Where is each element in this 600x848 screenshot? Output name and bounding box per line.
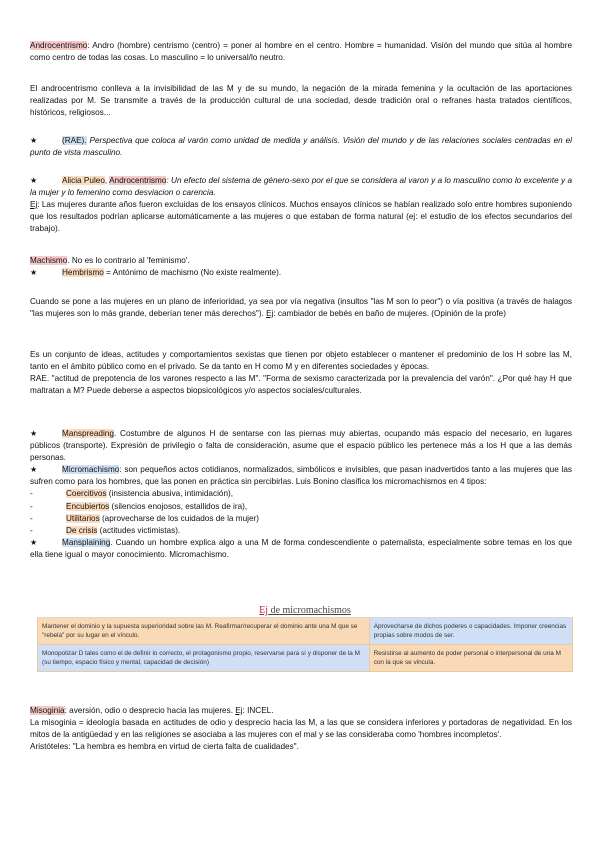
- term-misoginia: Misoginia: [30, 706, 65, 715]
- machismo-text: . No es lo contrario al 'feminismo'.: [67, 256, 190, 265]
- mansplaining-text: . Cuando un hombre explica algo a una M de forma condescendiente o paternalista, especialmente sobre temas en los que ella tiene igual o mayor conocimiento. Micromachismo.: [30, 537, 572, 559]
- type-item: [30, 513, 572, 525]
- type-item: [30, 488, 572, 500]
- definition-text: : Andro (hombre) centrismo (centro) = poner al hombre en el centro. Hombre = humanidad. Visión del mundo que sitúa al hombre como centro de todas las cosas. Lo masculino = lo universal/lo neutro.: [30, 41, 572, 63]
- machismo-definition-text: Es un conjunto de ideas, actitudes y comportamientos sexistas que tienen por objeto establecer o mantener el predominio de los H sobre las M, tanto en el ámbito público como en el privado. Se da tanto en H como M y en diferentes sociedades y épocas.: [30, 350, 572, 372]
- example-text: : INCEL.: [242, 706, 274, 715]
- examples-title-rest: de micromachismos: [268, 605, 351, 616]
- example-cell: Aprovecharse de dichos poderes o capacidades. Imponer creencias propias sobre modos de ser.: [369, 618, 572, 645]
- machismo-section: [30, 255, 572, 279]
- star-bullet-icon: ★: [30, 465, 38, 475]
- type-name: Coercitivos: [66, 489, 107, 499]
- example-label: Ej: [266, 309, 274, 319]
- puleo-text: : Un efecto del sistema de género-sexo por el que se considera al varon y a lo masculino como lo excelente y a la mujer y lo femenino como desviacion o carencia.: [30, 176, 572, 198]
- inferiority-text: Cuando se pone a las mujeres en un plano de inferioridad, ya sea por vía negativa (insultos "las M son lo peor") o vía positiva (a través de halagos "las mujeres son lo más grande, deberían tener más derechos").: [30, 297, 572, 319]
- type-name: De crisis: [66, 525, 98, 535]
- aristoteles-quote: Aristóteles: "La hembra es hembra en virtud de cierta falta de cualidades".: [30, 742, 299, 752]
- examples-title-ej: Ej: [259, 605, 269, 616]
- dash-bullet: -: [30, 513, 33, 523]
- example-text: : cambiador de bebés en baño de mujeres. (Opinión de la profe): [273, 309, 506, 319]
- example-text: : Las mujeres durante años fueron excluidas de los ensayos clínicos. Muchos ensayos clínicos se habían realizado solo entre hombres suponiendo que los resultados podrían aplicarse automáticamente a las mujeres o que estaban de forma natural (ej: el estudio de los efectos secundarios del trabajo).: [30, 200, 572, 234]
- type-desc: (actitudes victimistas).: [97, 525, 181, 535]
- type-item: [30, 501, 572, 513]
- star-bullet-icon: ★: [30, 429, 38, 438]
- star-bullet-icon: ★: [30, 268, 38, 278]
- term-manspreading: Manspreading: [62, 429, 114, 438]
- misoginia-section: [30, 705, 572, 753]
- dash-bullet: -: [30, 501, 33, 511]
- author-puleo: Alicia Puleo: [62, 176, 105, 185]
- type-name: Encubiertos: [66, 501, 110, 511]
- type-item: [30, 525, 572, 537]
- dash-bullet: -: [30, 525, 33, 535]
- micromachismos-section: [30, 428, 572, 561]
- example-label: Ej: [235, 706, 243, 715]
- term-hembrismo: Hembrismo: [62, 268, 104, 278]
- misoginia-text: : aversión, odio o desprecio hacia las mujeres.: [64, 706, 236, 715]
- term-mansplaining: Mansplaining: [62, 537, 111, 547]
- examples-title: [38, 604, 573, 618]
- type-desc: (insistencia abusiva, intimidación),: [106, 489, 234, 499]
- separator: ,: [104, 176, 110, 185]
- machismo-definition: [30, 349, 572, 397]
- rae-definition: [30, 135, 572, 159]
- term-androcentrismo: Androcentrismo: [30, 41, 88, 50]
- inferiority-paragraph: [30, 296, 572, 320]
- androcentrismo-consequences: El androcentrismo conlleva a la invisibilidad de las M y de su mundo, la negación de la mirada femenina y la ocultación de las aportaciones realizadas por M. Se transmite a través de la producción cultural de una sociedad, desde tradición oral o refranes hasta tratados científicos, históricos, religiosos...: [30, 84, 572, 118]
- misoginia-ideology-text: La misoginia = ideología basada en actitudes de odio y desprecio hacia las M, a las que se considera inferiores y portadoras de negatividad. En los mitos de la antigüedad y en las religiones se asociaba a las mujeres con el mal y se las consideraba como 'hombres incompletos'.: [30, 718, 572, 740]
- manspreading-text: . Costumbre de algunos H de sentarse con las piernas muy abiertas, ocupando más espacio del necesario, en lugares públicos (transporte). Expresión de privilegio o falta de consideración, asume que el espacio público les pertenece más a los H que a las demás personas.: [30, 429, 572, 463]
- term-machismo: Machismo: [30, 256, 68, 265]
- androcentrismo-definition: [30, 40, 572, 64]
- source-rae: (RAE).: [62, 136, 87, 145]
- dash-bullet: -: [30, 489, 33, 499]
- puleo-definition: [30, 175, 572, 235]
- type-desc: (silencios enojosos, estallidos de ira),: [109, 501, 248, 511]
- rae-text: Perspectiva que coloca al varón como unidad de medida y análisis. Visión del mundo y de las relaciones sociales centradas en el punto de vista masculino.: [30, 136, 572, 158]
- example-cell: Resistirse al aumento de poder personal o interpersonal de una M con la que se vincula.: [369, 645, 572, 672]
- type-name: Utilitarios: [66, 513, 100, 523]
- type-desc: (aprovecharse de los cuidados de la mujer): [99, 513, 259, 523]
- hembrismo-text: = Antónimo de machismo (No existe realmente).: [103, 268, 282, 278]
- example-cell: Mantener el dominio y la supuesta superioridad sobre las M. Reafirmar/recuperar el dominio ante una M que se "rebela" por su lugar en el vínculo.: [38, 618, 370, 645]
- example-label: Ej: [30, 200, 38, 210]
- micromachismo-text: : son pequeños actos cotidianos, normalizados, simbólicos e invisibles, que pasan inadvertidos tanto a las mujeres que las sufren como para los hombres, que las ponen en práctica sin percibirlas. Luis Bonino clasifica los micromachismos en 4 tipos:: [30, 465, 572, 487]
- term-micromachismo: Micromachismo: [62, 465, 120, 475]
- star-bullet-icon: ★: [30, 136, 38, 145]
- star-bullet-icon: ★: [30, 176, 38, 185]
- star-bullet-icon: ★: [30, 537, 38, 547]
- term-androcentrismo-2: Androcentrismo: [109, 176, 167, 185]
- example-cell: Monopolizar D tales como el de definir lo correcto, el protagonismo propio, reservarse para sí y disponer de la M (su tiempo, espacio físico y mental, capacidad de decisión): [38, 645, 370, 672]
- micromachismos-examples-table: [37, 604, 573, 672]
- rae-machismo-text: RAE. "actitud de prepotencia de los varones respecto a las M". "Forma de sexismo caracterizada por la prevalencia del varón". ¿Por qué hay H que maltratan a M? Puede deberse a aspectos biopsicológicos y/o aspectos sociales/culturales.: [30, 374, 572, 396]
